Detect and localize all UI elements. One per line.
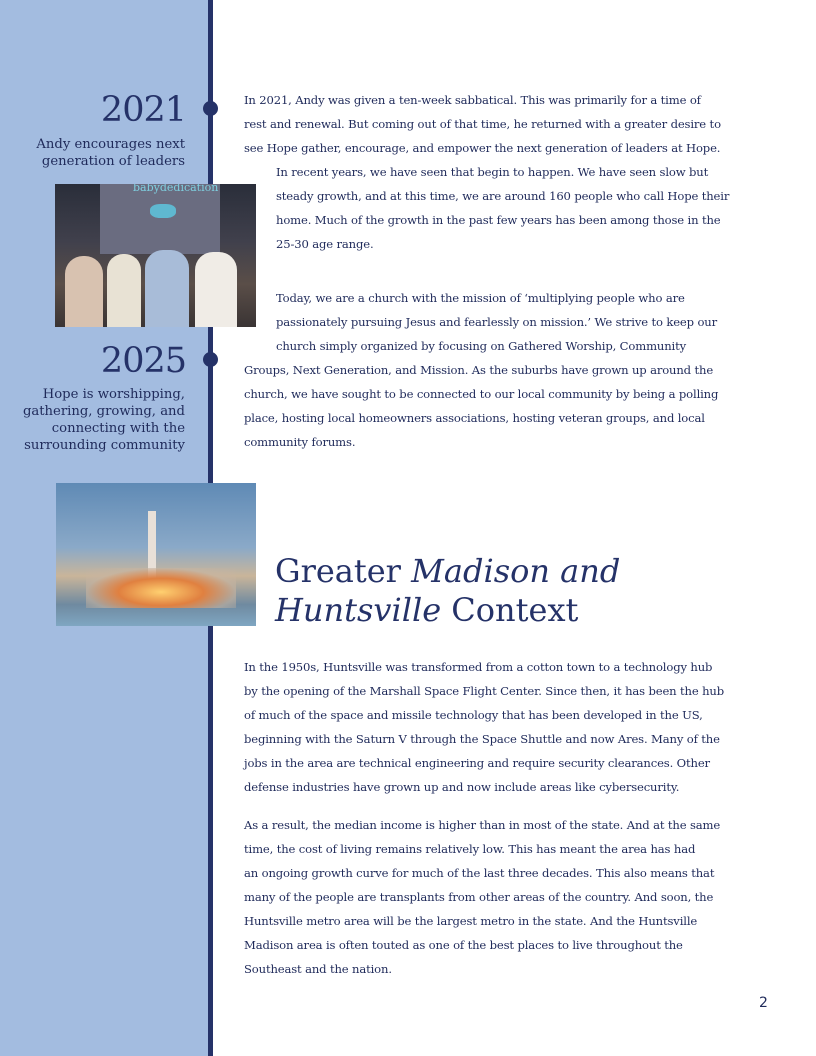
paragraph-line: In the 1950s, Huntsville was transformed from a cotton town to a technology hub	[244, 660, 713, 674]
timeline-caption: Andy encourages next generation of leaders	[36, 137, 185, 169]
paragraph-line: of much of the space and missile technology that has been developed in the US,	[244, 708, 703, 722]
paragraph-line: many of the people are transplants from other areas of the country. And soon, the	[244, 890, 714, 904]
paragraph-line: Southeast and the nation.	[244, 962, 392, 976]
paragraph-line: by the opening of the Marshall Space Flight Center. Since then, it has been the hub	[244, 684, 725, 698]
paragraph-line: Today, we are a church with the mission of ‘multiplying people who are	[276, 291, 685, 305]
paragraph-line: beginning with the Saturn V through the Space Shuttle and now Ares. Many of the	[244, 732, 720, 746]
paragraph-line: In 2021, Andy was given a ten-week sabbatical. This was primarily for a time of	[244, 93, 701, 107]
timeline-year: 2021	[100, 90, 186, 130]
paragraph-line: church, we have sought to be connected to our local community by being a polling	[244, 387, 719, 401]
section-heading: Huntsville Context	[275, 591, 579, 629]
paragraph-line: home. Much of the growth in the past few years has been among those in the	[276, 213, 721, 227]
paragraph-line: rest and renewal. But coming out of that time, he returned with a greater desire to	[244, 117, 721, 131]
paragraph-line: Groups, Next Generation, and Mission. As the suburbs have grown up around the	[244, 363, 714, 377]
timeline-dot	[203, 352, 218, 367]
paragraph-line: In recent years, we have seen that begin to happen. We have seen slow but	[276, 165, 709, 179]
paragraph-line: defense industries have grown up and now include areas like cybersecurity.	[244, 780, 680, 794]
baby-dedication-photo: babydedication	[55, 184, 256, 327]
paragraph-line: passionately pursuing Jesus and fearlessly on mission.’ We strive to keep our	[276, 315, 717, 329]
timeline-dot	[203, 101, 218, 116]
paragraph-line: church simply organized by focusing on Gathered Worship, Community	[276, 339, 687, 353]
paragraph-line: time, the cost of living remains relatively low. This has meant the area has had	[244, 842, 696, 856]
section-heading: Greater Madison and	[275, 552, 621, 590]
timeline-caption: Hope is worshipping, gathering, growing, and connecting with the surrounding community	[22, 387, 185, 453]
paragraph-line: jobs in the area are technical engineering and require security clearances. Other	[244, 756, 710, 770]
paragraph-line: community forums.	[244, 435, 356, 449]
page-number: 2	[759, 995, 768, 1011]
paragraph-line: Madison area is often touted as one of the best places to live throughout the	[244, 938, 683, 952]
paragraph-line: steady growth, and at this time, we are around 160 people who call Hope their	[276, 189, 730, 203]
paragraph-line: As a result, the median income is higher than in most of the state. And at the same	[244, 818, 721, 832]
rocket-launch-photo	[56, 483, 256, 626]
paragraph-line: Huntsville metro area will be the largest metro in the state. And the Huntsville	[244, 914, 698, 928]
paragraph-line: 25-30 age range.	[276, 237, 374, 251]
paragraph-line: an ongoing growth curve for much of the last three decades. This also means that	[244, 866, 715, 880]
paragraph-line: place, hosting local homeowners associations, hosting veteran groups, and local	[244, 411, 705, 425]
timeline-year: 2025	[100, 341, 186, 381]
paragraph-line: see Hope gather, encourage, and empower the next generation of leaders at Hope.	[244, 141, 721, 155]
